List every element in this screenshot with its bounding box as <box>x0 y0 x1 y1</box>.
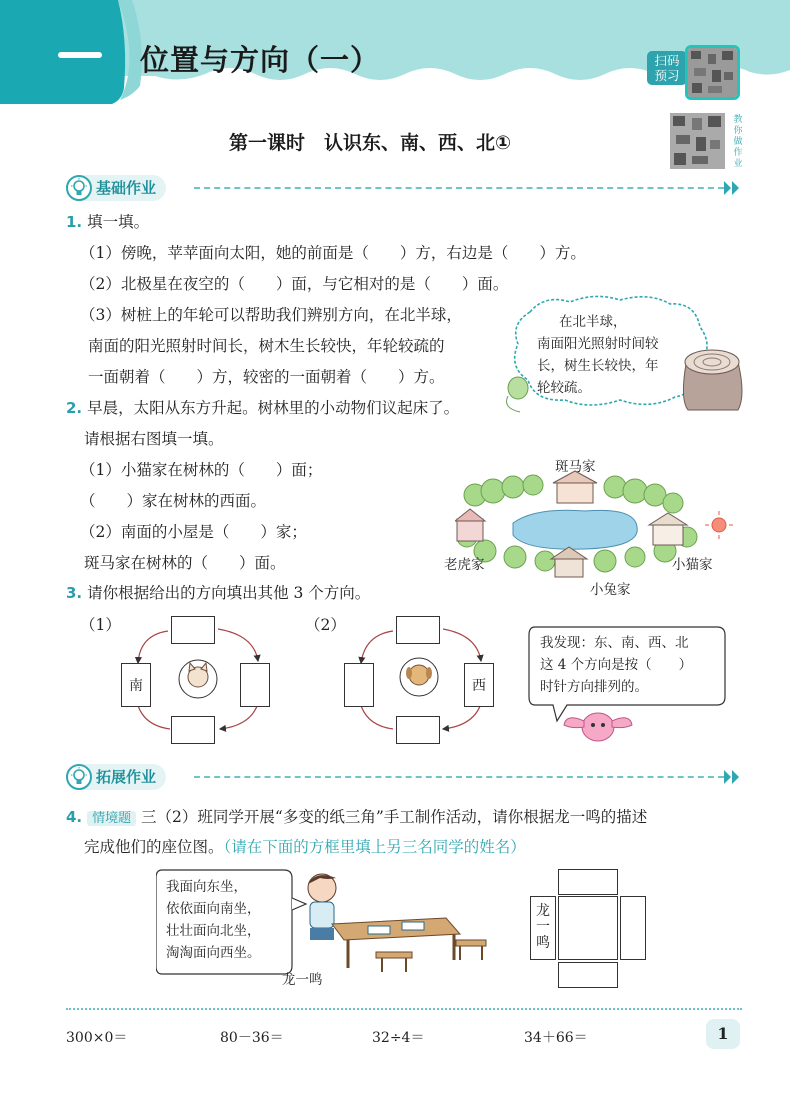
q3-part2-label: （2） <box>305 616 346 634</box>
q2-a2: （ ）家在树林的西面。 <box>80 492 267 510</box>
double-arrow-icon <box>722 769 742 785</box>
lightbulb-icon <box>66 175 92 201</box>
section-divider <box>194 187 724 189</box>
q1-bubble: 在北半球， 南面阳光照射时间较 长，树生长较快，年 轮较疏。 <box>537 314 659 396</box>
label-tiger-house: 老虎家 <box>444 557 485 573</box>
boy-icon <box>308 874 336 940</box>
q3-part1-label: （1） <box>80 616 121 634</box>
speaker-label: 龙一鸣 <box>282 972 323 988</box>
label-cat-house: 小猫家 <box>672 557 713 573</box>
q1-c-line2: 南面的阳光照射时间长，树木生长较快，年轮较疏的 <box>88 337 445 355</box>
qr-code-preview[interactable] <box>685 45 740 100</box>
arith-1: 300×0＝ <box>66 1030 128 1046</box>
q2-a1: （1）小猫家在树林的（ ）面； <box>80 461 323 479</box>
stool-icon <box>376 952 412 972</box>
q3-title: 3. 请你根据给出的方向填出其他 3 个方向。 <box>66 584 371 602</box>
q1-c-line1: （3）树桩上的年轮可以帮助我们辨别方向，在北半球， <box>80 306 462 324</box>
craft-table-icon <box>332 918 460 968</box>
seat-box-bottom[interactable] <box>558 962 618 988</box>
direction-box-right-1[interactable] <box>240 663 270 707</box>
arith-2: 80－36＝ <box>220 1030 284 1046</box>
seat-box-right[interactable] <box>620 896 646 960</box>
q2-line1: 2. 早晨，太阳从东方升起。树林里的小动物们议起床了。 <box>66 399 460 417</box>
side-label: 教你做作业 <box>733 115 743 169</box>
tree-stump-icon <box>683 350 742 410</box>
q1-title: 1. 填一填。 <box>66 213 150 231</box>
lesson-title: 第一课时 认识东、南、西、北① <box>228 132 512 154</box>
direction-box-top-1[interactable] <box>171 616 215 644</box>
cat-house-icon <box>649 513 687 545</box>
page-number: 1 <box>706 1019 740 1049</box>
scan-preview-label[interactable]: 扫码 预习 <box>647 51 687 85</box>
stool-icon <box>456 940 486 960</box>
direction-box-right-2: 西 <box>464 663 494 707</box>
footer-divider <box>66 1008 742 1010</box>
zebra-house-icon <box>553 471 597 503</box>
cat-icon <box>188 663 208 687</box>
label-zebra-house: 斑马家 <box>555 459 596 475</box>
unit-number-mark <box>58 52 102 58</box>
sun-icon <box>705 511 733 539</box>
qr-code-icon <box>688 48 737 97</box>
seat-table <box>558 896 618 960</box>
scenario-tag: 情境题 <box>87 811 136 826</box>
section-divider <box>194 776 724 778</box>
label-rabbit-house: 小兔家 <box>590 582 631 598</box>
direction-box-left-2[interactable] <box>344 663 374 707</box>
direction-box-left-1: 南 <box>121 663 151 707</box>
direction-box-bottom-2[interactable] <box>396 716 440 744</box>
q4-line1: 4. 情境题 三（2）班同学开展“多变的纸三角”手工制作活动，请你根据龙一鸣的描述 <box>66 808 648 826</box>
section-extend-label: 拓展作业 <box>66 764 166 790</box>
q1-c-line3: 一面朝着（ ）方，较密的一面朝着（ ）方。 <box>88 368 445 386</box>
page-title: 位置与方向（一） <box>140 43 381 77</box>
arith-4: 34＋66＝ <box>524 1030 588 1046</box>
tiger-house-icon <box>455 509 485 541</box>
section-extend <box>66 764 742 792</box>
rabbit-house-icon <box>551 547 587 577</box>
double-arrow-icon <box>722 180 742 196</box>
seat-box-top[interactable] <box>558 869 618 895</box>
direction-box-bottom-1[interactable] <box>171 716 215 744</box>
section-basic-label: 基础作业 <box>66 175 166 201</box>
q4-bubble-text: 我面向东坐， 依依面向南坐， 壮壮面向北坐， 淘淘面向西坐。 <box>166 879 261 961</box>
q1-a: （1）傍晚，苹苹面向太阳，她的前面是（ ）方，右边是（ ）方。 <box>80 244 586 262</box>
section-basic <box>66 175 742 203</box>
q1-b: （2）北极星在夜空的（ ）面，与它相对的是（ ）面。 <box>80 275 509 293</box>
q2-b2: 斑马家在树林的（ ）面。 <box>84 554 286 572</box>
q2-line2: 请根据右图填一填。 <box>84 430 224 448</box>
q4-line2: 完成他们的座位图。（请在下面的方框里填上另三名同学的姓名） <box>84 838 526 856</box>
pink-bird-icon <box>562 705 634 750</box>
arith-3: 32÷4＝ <box>372 1030 425 1046</box>
lightbulb-icon <box>66 764 92 790</box>
q2-b1: （2）南面的小屋是（ ）家； <box>80 523 307 541</box>
q3-bubble-text: 我发现：东、南、西、北 这 4 个方向是按（ ） 时针方向排列的。 <box>540 635 693 695</box>
direction-box-top-2[interactable] <box>396 616 440 644</box>
seat-box-left: 龙 一 鸣 <box>530 896 556 960</box>
